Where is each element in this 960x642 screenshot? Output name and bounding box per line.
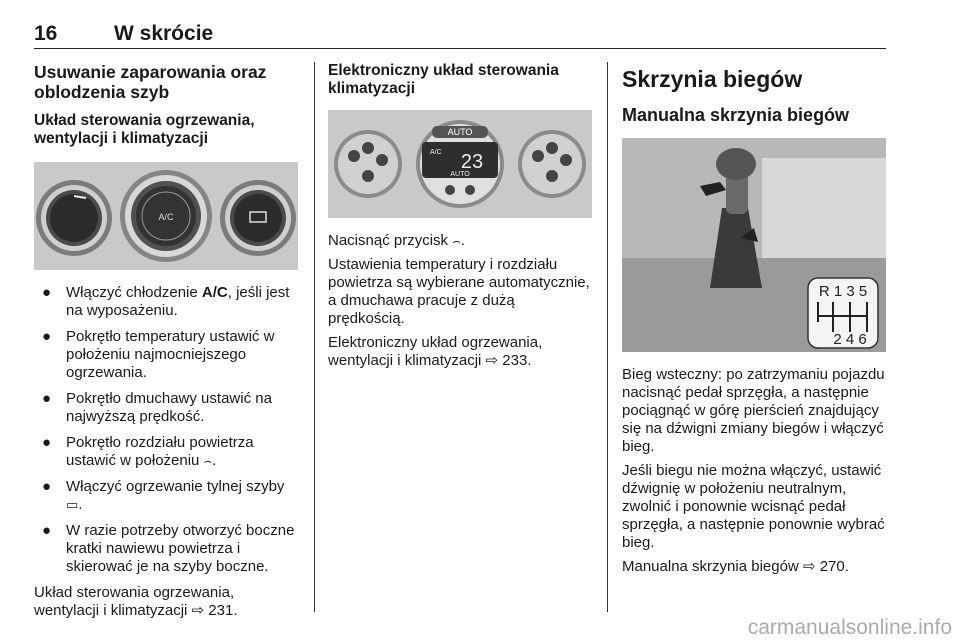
fan-knob — [120, 170, 212, 262]
column-defrost — [34, 62, 300, 626]
gearbox-reverse-instructions: Bieg wsteczny: po zatrzymaniu pojazdu nacisnąć pedał sprzęgła, a następnie pociągnąć w górę pierścień znajdujący się na dźwigni zmiany biegów i włączyć bieg. — [622, 366, 885, 455]
gear-lever-image — [622, 138, 886, 352]
svg-text:2 4 6: 2 4 6 — [833, 331, 867, 348]
windshield-defrost-icon: ⌢ — [452, 233, 461, 248]
windshield-defrost-icon: ⌢ — [203, 453, 213, 468]
list-item: ● Pokrętło temperatury ustawić w położeniu najmocniejszego ogrzewania. — [42, 328, 275, 381]
page-ref-arrow-icon: ⇨ — [485, 352, 499, 369]
list-item: ● Włączyć chłodzenie A/C, jeśli jest na wyposażeniu. — [42, 284, 290, 319]
column-gearbox — [622, 62, 886, 582]
subtitle-hvac: Układ sterowania ogrzewania, wentylacji i klimatyzacji — [34, 112, 255, 147]
right-climate-control — [518, 130, 586, 198]
gear-shift-pattern — [808, 278, 878, 348]
reference-hvac: Układ sterowania ogrzewania, wentylacji i klimatyzacji ⇨ 231. — [34, 584, 238, 619]
list-item: ● W razie potrzeby otworzyć boczne kratki nawiewu powietrza i skierować je na szyby boczne. — [42, 522, 295, 575]
svg-text:A/C: A/C — [158, 212, 174, 222]
watermark: carmanualsonline.info — [747, 616, 952, 639]
page-header-title: W skrócie — [114, 22, 214, 45]
svg-text:AUTO: AUTO — [450, 171, 470, 178]
page-header — [34, 22, 886, 49]
defrost-steps-list — [34, 284, 300, 576]
svg-text:R 1 3 5: R 1 3 5 — [818, 283, 868, 300]
list-item: ● Pokrętło dmuchawy ustawić na najwyższą prędkość. — [42, 390, 272, 425]
left-climate-control — [334, 130, 402, 198]
climate-control-image — [328, 110, 592, 218]
svg-text:A/C: A/C — [430, 149, 442, 156]
page-number: 16 — [34, 22, 58, 45]
list-item: ● Włączyć ogrzewanie tylnej szyby ▭. — [42, 478, 285, 513]
column-climate — [328, 62, 594, 376]
section-title-climate: Elektroniczny układ sterowania klimatyzacji — [328, 62, 559, 97]
temperature-knob — [36, 180, 112, 256]
air-distribution-knob — [220, 180, 296, 256]
svg-text:23: 23 — [460, 151, 484, 173]
climate-step-2: Ustawienia temperatury i rozdziału powietrza są wybierane automatycznie, a dmuchawa pracuje z dużą prędkością. — [328, 256, 590, 327]
svg-text:AUTO: AUTO — [447, 127, 473, 137]
gearbox-retry-instructions: Jeśli biegu nie można włączyć, ustawić dźwignię w położeniu neutralnym, zwolnić i ponownie wcisnąć pedał sprzęgła, a następnie ponownie wybrać bieg. — [622, 462, 885, 551]
reference-climate: Elektroniczny układ ogrzewania, wentylacji i klimatyzacji ⇨ 233. — [328, 334, 543, 369]
section-title-gearbox: Skrzynia biegów — [622, 66, 803, 92]
subtitle-manual-gearbox: Manualna skrzynia biegów — [622, 105, 850, 125]
climate-step-1: Nacisnąć przycisk ⌢. — [328, 232, 465, 249]
center-climate-display — [416, 120, 504, 208]
list-item: ● Pokrętło rozdziału powietrza ustawić w położeniu ⌢. — [42, 434, 254, 469]
column-divider — [607, 62, 608, 612]
column-divider — [314, 62, 315, 612]
reference-gearbox: Manualna skrzynia biegów ⇨ 270. — [622, 558, 849, 575]
page-ref-arrow-icon: ⇨ — [802, 558, 816, 575]
rear-defrost-icon: ▭ — [66, 497, 79, 512]
section-title-defrost: Usuwanie zaparowania oraz oblodzenia szyb — [34, 62, 267, 102]
hvac-knobs-image — [34, 162, 298, 270]
page-ref-arrow-icon: ⇨ — [191, 602, 205, 619]
